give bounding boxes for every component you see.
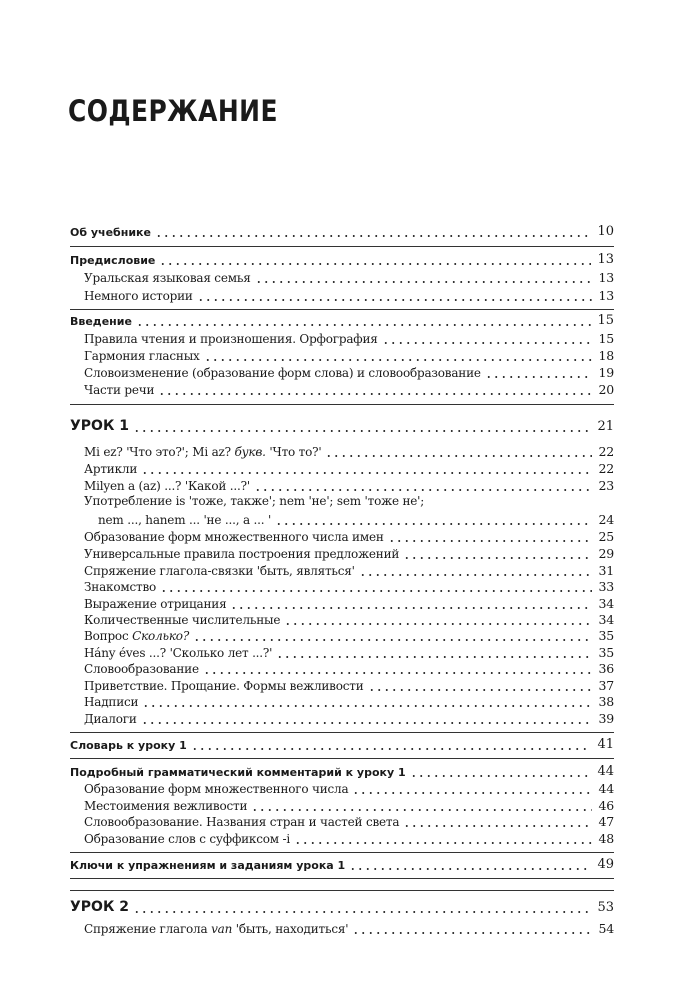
toc-leader-dots (158, 383, 592, 396)
toc-entry-lesson-1-3[interactable] (84, 477, 614, 493)
toc-page-number: 20 (598, 382, 614, 397)
section-divider (70, 732, 614, 733)
toc-entry-label: УРОК 2 (70, 899, 130, 915)
toc-entry-label: Диалоги (84, 712, 137, 726)
toc-entry-preface-1[interactable] (84, 269, 614, 285)
toc-page-number: 23 (598, 478, 614, 493)
toc-page-number: 46 (598, 798, 614, 813)
toc-page-number: 21 (597, 419, 614, 434)
toc-page-number: 29 (598, 546, 614, 561)
toc-leader-dots (352, 782, 592, 795)
toc-page-number: 37 (598, 678, 614, 693)
toc-entry-label: Предисловие (70, 254, 156, 267)
toc-page-number: 53 (597, 900, 614, 915)
toc-entry-label: Части речи (84, 383, 155, 397)
toc-entry-label: Mi ez? 'Что это?'; Mi az? букв. 'Что то?' (84, 445, 322, 459)
toc-entry-vocabulary-1[interactable] (70, 736, 614, 752)
section-divider (70, 246, 614, 247)
toc-entry-label: Уральская языковая семья (84, 271, 251, 285)
toc-entry-about[interactable] (70, 223, 614, 239)
toc-leader-dots (204, 349, 593, 362)
toc-entry-label-line-1: Употребление is 'тоже, также'; nem 'не'; sem 'тоже не'; (84, 494, 425, 508)
toc-entry-label: Hány éves ...? 'Сколько лет ...?' (84, 646, 273, 660)
toc-page-number: 41 (597, 737, 614, 752)
toc-entry-label: Вопрос Сколько? (84, 629, 190, 643)
toc-leader-dots (142, 695, 592, 708)
toc-entry-label: Артикли (84, 462, 138, 476)
toc-leader-dots (276, 646, 592, 659)
section-divider (70, 852, 614, 853)
toc-entry-label: Спряжение глагола van 'быть, находиться' (84, 922, 349, 936)
toc-entry-label: Milyen a (az) ...? 'Какой ...?' (84, 479, 250, 493)
toc-entry-commentary-1-1[interactable] (84, 780, 614, 796)
toc-entry-label: Словообразование (84, 662, 199, 676)
toc-page-number: 19 (598, 365, 614, 380)
toc-entry-lesson-1-5[interactable] (84, 528, 614, 544)
toc-leader-dots (410, 765, 592, 778)
toc-leader-dots (254, 479, 593, 492)
toc-entry-label: Местоимения вежливости (84, 799, 248, 813)
toc-entry-preface[interactable] (70, 251, 614, 267)
toc-entry-label: Немного истории (84, 289, 193, 303)
toc-leader-dots (141, 462, 592, 475)
toc-entry-label: Об учебнике (70, 226, 151, 239)
toc-entry-label: Введение (70, 315, 132, 328)
toc-entry-intro-2[interactable] (84, 347, 614, 363)
toc-leader-dots (275, 513, 592, 526)
toc-page-number: 25 (598, 529, 614, 544)
toc-leader-dots (251, 799, 592, 812)
toc-leader-dots (382, 332, 593, 345)
toc-page-number: 22 (598, 444, 614, 459)
toc-entry-label: Универсальные правила построения предложений (84, 547, 400, 561)
toc-entry-lesson-1-11[interactable] (84, 627, 614, 643)
toc-page-number: 49 (597, 857, 614, 872)
toc-entry-label: Словообразование. Названия стран и частей света (84, 815, 400, 829)
toc-entry-lesson-1-14[interactable] (84, 677, 614, 693)
toc-page-number: 33 (598, 579, 614, 594)
toc-page-number: 15 (597, 313, 614, 328)
toc-leader-dots (255, 271, 593, 284)
toc-page-number: 39 (598, 711, 614, 726)
toc-leader-dots (359, 564, 593, 577)
toc-page-number: 35 (598, 628, 614, 643)
toc-entry-lesson-1-8[interactable] (84, 578, 614, 594)
toc-leader-dots (349, 858, 591, 871)
toc-entry-label: Количественные числительные (84, 613, 281, 627)
toc-entry-label: Ключи к упражнениям и заданиям урока 1 (70, 859, 346, 872)
toc-leader-dots (193, 629, 592, 642)
toc-entry-label: Подробный грамматический комментарий к уроку 1 (70, 766, 406, 779)
toc-entry-lesson-1-2[interactable] (84, 460, 614, 476)
toc-page-number: 22 (598, 461, 614, 476)
toc-entry-label: Знакомство (84, 580, 157, 594)
section-divider (70, 309, 614, 310)
toc-entry-lesson-1-7[interactable] (84, 562, 614, 578)
section-divider (70, 878, 614, 879)
toc-page-number: 44 (597, 764, 614, 779)
toc-entry-lesson-2-1[interactable] (84, 920, 614, 936)
toc-leader-dots (136, 314, 592, 327)
toc-entry-label: Приветствие. Прощание. Формы вежливости (84, 679, 364, 693)
toc-entry-intro-4[interactable] (84, 381, 614, 397)
toc-entry-label: nem ..., hanem ... 'не ..., а ... ' (98, 513, 272, 527)
toc-entry-commentary-1-2[interactable] (84, 797, 614, 813)
toc-entry-lesson-1-10[interactable] (84, 611, 614, 627)
toc-entry-label: Правила чтения и произношения. Орфография (84, 332, 378, 346)
toc-leader-dots (141, 712, 593, 725)
toc-page-number: 10 (597, 224, 614, 239)
toc-page-number: 47 (598, 814, 614, 829)
toc-leader-dots (203, 662, 593, 675)
toc-entry-lesson-1-1[interactable] (84, 443, 614, 459)
toc-leader-dots (368, 679, 593, 692)
toc-entry-label: Образование форм множественного числа (84, 782, 349, 796)
toc-entry-label: Словоизменение (образование форм слова) и словообразование (84, 366, 481, 380)
toc-entry-lesson-1-9[interactable] (84, 595, 614, 611)
toc-entry-label: Выражение отрицания (84, 597, 227, 611)
toc-leader-dots (230, 597, 592, 610)
toc-entry-intro-3[interactable] (84, 364, 614, 380)
toc-page-number: 18 (598, 348, 614, 363)
toc-leader-dots (191, 738, 592, 751)
toc-page-number: 13 (597, 252, 614, 267)
toc-page-number: 24 (598, 512, 614, 527)
toc-entry-lesson-1-12[interactable] (84, 644, 614, 660)
toc-entry-lesson-1[interactable] (70, 418, 614, 434)
toc-leader-dots (485, 366, 593, 379)
toc-leader-dots (160, 580, 592, 593)
toc-leader-dots (159, 253, 591, 266)
section-divider (70, 890, 614, 891)
toc-page-number: 54 (598, 921, 614, 936)
toc-entry-lesson-1-6[interactable] (84, 545, 614, 561)
toc-entry-lesson-1-13[interactable] (84, 660, 614, 676)
toc-leader-dots (325, 445, 592, 458)
page-title: СОДЕРЖАНИЕ (68, 94, 278, 128)
toc-page-number: 15 (598, 331, 614, 346)
toc-entry-lesson-1-16[interactable] (84, 710, 614, 726)
toc-page-number: 35 (598, 645, 614, 660)
toc-entry-keys-1[interactable] (70, 856, 614, 872)
toc-leader-dots (352, 922, 592, 935)
toc-page-number: 13 (598, 270, 614, 285)
toc-entry-commentary-1[interactable] (70, 763, 614, 779)
toc-page-number: 31 (598, 563, 614, 578)
toc-leader-dots (403, 815, 592, 828)
toc-leader-dots (403, 547, 592, 560)
toc-entry-label: УРОК 1 (70, 418, 130, 434)
toc-entry-label: Словарь к уроку 1 (70, 739, 187, 752)
section-divider (70, 404, 614, 405)
toc-leader-dots (294, 832, 592, 845)
toc-entry-label: Гармония гласных (84, 349, 200, 363)
toc-leader-dots (133, 420, 591, 433)
toc-page-number: 13 (598, 288, 614, 303)
toc-entry-lesson-1-4[interactable] (98, 511, 614, 527)
toc-entry-label: Надписи (84, 695, 139, 709)
toc-entry-intro[interactable] (70, 312, 614, 328)
toc-entry-lesson-2[interactable] (70, 899, 614, 915)
toc-page-number: 38 (598, 694, 614, 709)
toc-entry-label: Образование слов с суффиксом -i (84, 832, 291, 846)
toc-entry-label: Спряжение глагола-связки 'быть, являться' (84, 564, 355, 578)
section-divider (70, 758, 614, 759)
toc-entry-intro-1[interactable] (84, 330, 614, 346)
toc-entry-lesson-1-15[interactable] (84, 693, 614, 709)
toc-page-number: 44 (598, 781, 614, 796)
toc-leader-dots (133, 901, 591, 914)
toc-page-number: 34 (598, 612, 614, 627)
toc-page-number: 48 (598, 831, 614, 846)
toc-entry-preface-2[interactable] (84, 287, 614, 303)
toc-leader-dots (388, 530, 593, 543)
toc-entry-commentary-1-4[interactable] (84, 830, 614, 846)
toc-leader-dots (284, 613, 592, 626)
toc-page-number: 34 (598, 596, 614, 611)
toc-entry-label: Образование форм множественного числа имен (84, 530, 384, 544)
toc-leader-dots (155, 225, 591, 238)
toc-page-number: 36 (598, 661, 614, 676)
toc-leader-dots (197, 289, 593, 302)
toc-entry-commentary-1-3[interactable] (84, 813, 614, 829)
